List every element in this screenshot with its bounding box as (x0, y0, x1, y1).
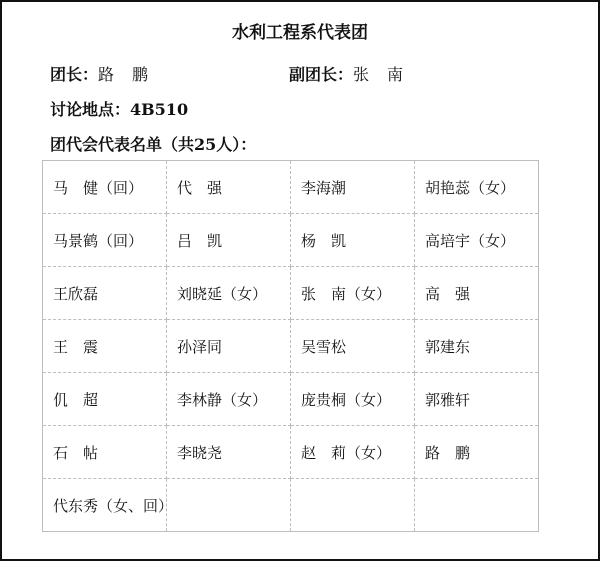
table-row (43, 214, 539, 267)
roster-cell: 高 强 (415, 267, 539, 320)
roster-cell: 胡艳蕊（女） (415, 161, 539, 214)
page-title: 水利工程系代表团 (232, 23, 368, 43)
roster-cell (415, 479, 539, 532)
table-row (43, 161, 539, 214)
roster-cell: 李晓尧 (167, 426, 291, 479)
table-row (43, 320, 539, 373)
table-row (43, 426, 539, 479)
venue-line (50, 97, 188, 120)
leader-line (50, 62, 149, 85)
roster-cell: 石 帖 (43, 426, 167, 479)
roster-cell: 庞贵桐（女） (291, 373, 415, 426)
deputy-label: 副团长： (289, 65, 354, 84)
roster-cell (167, 479, 291, 532)
roster-cell: 代 强 (167, 161, 291, 214)
leader-name: 路 鹏 (98, 65, 150, 84)
roster-cell: 王欣磊 (43, 267, 167, 320)
table-row (43, 373, 539, 426)
roster-cell: 路 鹏 (415, 426, 539, 479)
venue-label: 讨论地点： (50, 100, 131, 119)
roster-table (42, 160, 539, 532)
roster-cell: 吕 凯 (167, 214, 291, 267)
roster-cell: 王 震 (43, 320, 167, 373)
roster-cell: 刘晓延（女） (167, 267, 291, 320)
roster-cell: 郭建东 (415, 320, 539, 373)
roster-cell: 李林静（女） (167, 373, 291, 426)
deputy-name: 张 南 (353, 65, 405, 84)
roster-cell: 杨 凯 (291, 214, 415, 267)
roster-cell: 仉 超 (43, 373, 167, 426)
table-row (43, 267, 539, 320)
roster-cell (291, 479, 415, 532)
roster-cell: 李海潮 (291, 161, 415, 214)
roster-cell: 高培宇（女） (415, 214, 539, 267)
deputy-line (289, 62, 404, 85)
roster-cell: 郭雅轩 (415, 373, 539, 426)
roster-cell: 孙泽同 (167, 320, 291, 373)
roster-heading: 团代会代表名单（共25人）： (50, 135, 257, 154)
roster-cell: 赵 莉（女） (291, 426, 415, 479)
roster-cell: 马景鹤（回） (43, 214, 167, 267)
roster-cell: 吴雪松 (291, 320, 415, 373)
roster-cell: 代东秀（女、回） (43, 479, 167, 532)
table-row (43, 479, 539, 532)
leader-label: 团长： (50, 65, 99, 84)
roster-cell: 张 南（女） (291, 267, 415, 320)
venue-value: 4B510 (130, 100, 189, 119)
roster-cell: 马 健（回） (43, 161, 167, 214)
